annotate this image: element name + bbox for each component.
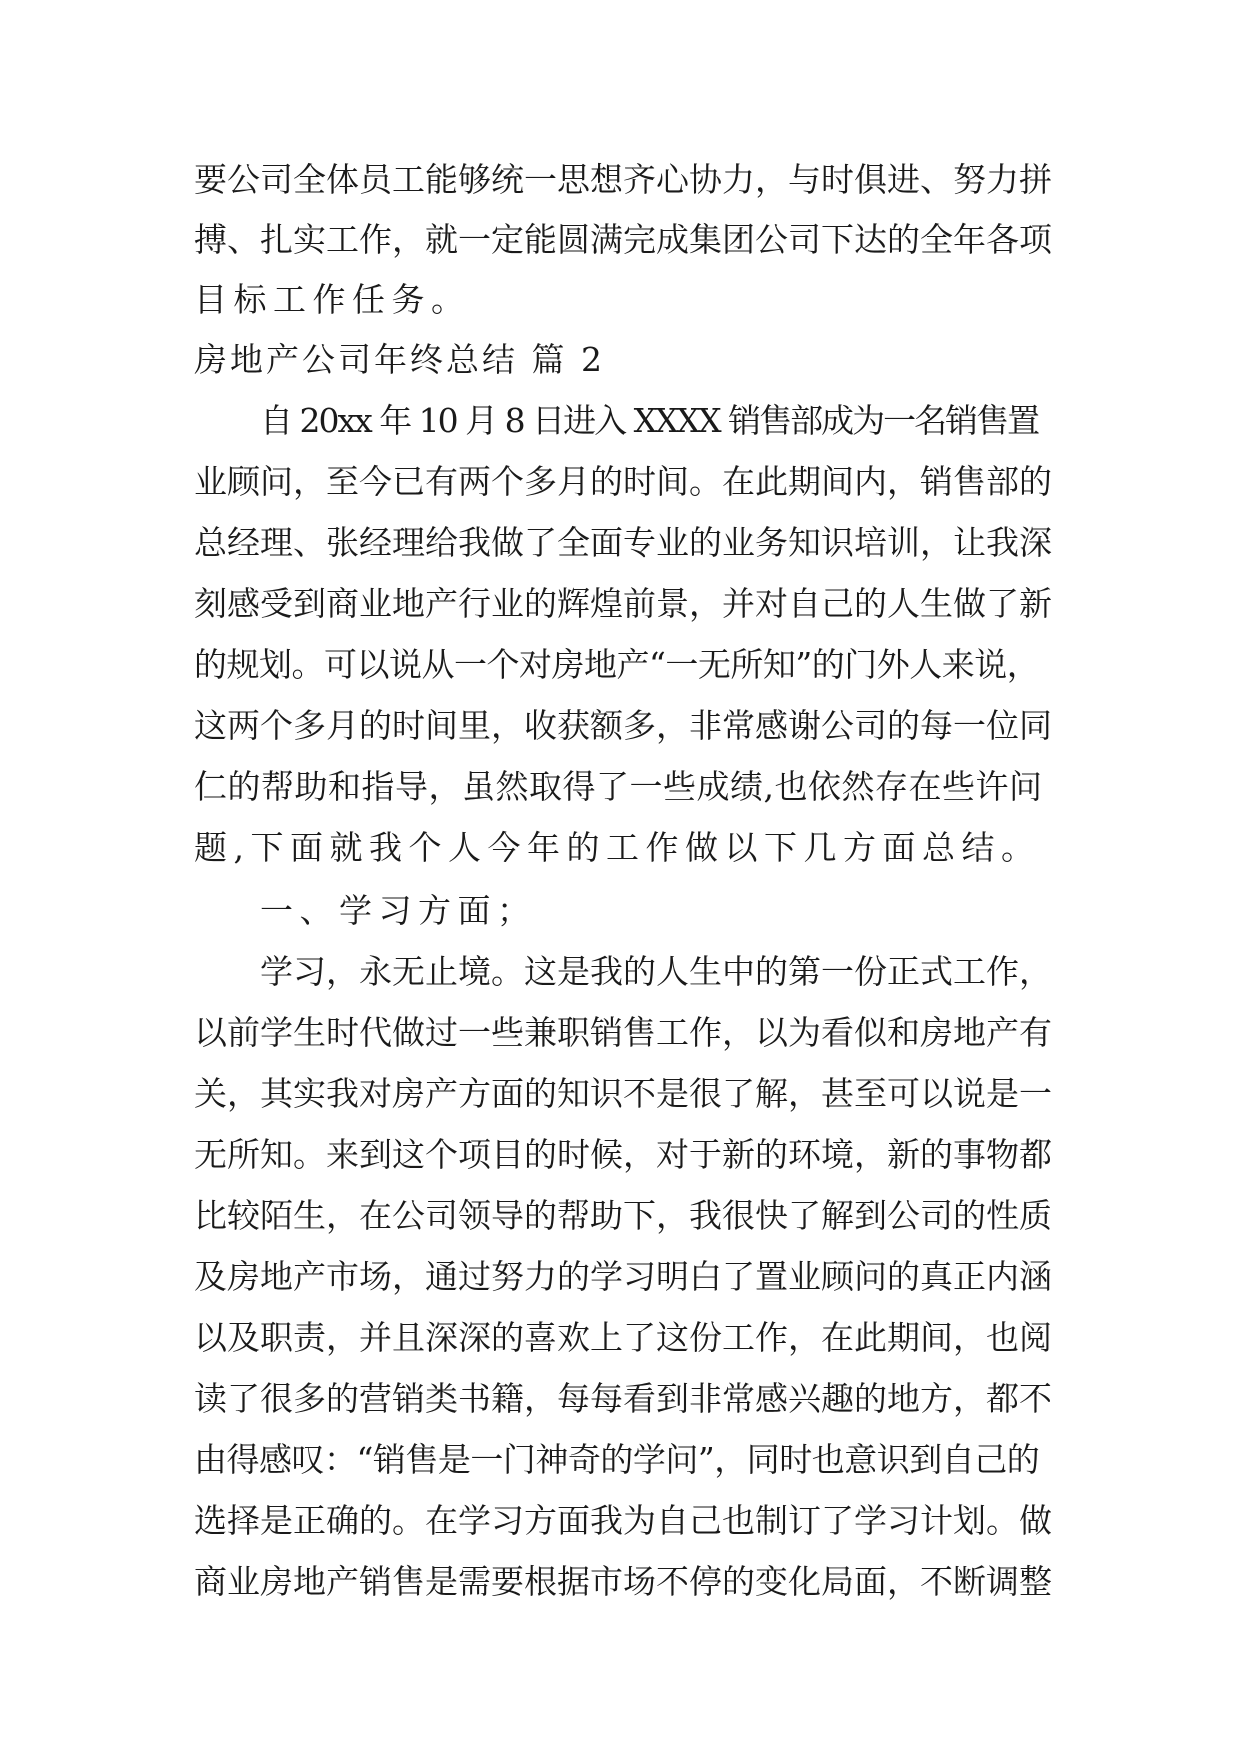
- body-text-line: 搏、扎实工作，就一定能圆满完成集团公司下达的全年各项: [194, 220, 1052, 259]
- body-text-line: 关，其实我对房产方面的知识不是很了解，甚至可以说是一: [194, 1074, 1052, 1113]
- body-text-line: 的规划。可以说从一个对房地产“一无所知”的门外人来说，: [194, 645, 1040, 684]
- body-text-line: 学习，永无止境。这是我的人生中的第一份正式工作，: [260, 952, 1052, 991]
- body-text-line: 无所知。来到这个项目的时候，对于新的环境，新的事物都: [194, 1135, 1052, 1174]
- body-text-line: 读了很多的营销类书籍，每每看到非常感兴趣的地方，都不: [194, 1379, 1052, 1418]
- body-text-line: 业顾问，至今已有两个多月的时间。在此期间内，销售部的: [194, 462, 1052, 501]
- body-text-line: 刻感受到商业地产行业的辉煌前景，并对自己的人生做了新: [194, 584, 1052, 623]
- subsection-heading: 一、学习方面；: [260, 891, 537, 930]
- section-heading: 房地产公司年终总结 篇 2: [194, 340, 605, 379]
- body-text-line: 商业房地产销售是需要根据市场不停的变化局面，不断调整: [194, 1562, 1052, 1601]
- body-text-line: 目标工作任务。: [194, 280, 471, 319]
- body-text-line: 这两个多月的时间里，收获额多，非常感谢公司的每一位同: [194, 706, 1052, 745]
- body-text-line: 自 20xx 年 10 月 8 日进入 XXXX 销售部成为一名销售置: [260, 401, 1039, 440]
- body-text-line: 比较陌生，在公司领导的帮助下，我很快了解到公司的性质: [194, 1196, 1052, 1235]
- body-text-line: 以前学生时代做过一些兼职销售工作，以为看似和房地产有: [194, 1013, 1052, 1052]
- body-text-line: 题,下面就我个人今年的工作做以下几方面总结。: [194, 828, 1041, 867]
- body-text-line: 及房地产市场，通过努力的学习明白了置业顾问的真正内涵: [194, 1257, 1052, 1296]
- body-text-line: 选择是正确的。在学习方面我为自己也制订了学习计划。做: [194, 1501, 1052, 1540]
- body-text-line: 总经理、张经理给我做了全面专业的业务知识培训，让我深: [194, 523, 1052, 562]
- body-text-line: 以及职责，并且深深的喜欢上了这份工作，在此期间，也阅: [194, 1318, 1052, 1357]
- body-text-line: 要公司全体员工能够统一思想齐心协力，与时俱进、努力拼: [194, 160, 1052, 199]
- body-text-line: 由得感叹：“销售是一门神奇的学问”，同时也意识到自己的: [194, 1440, 1040, 1479]
- body-text-line: 仁的帮助和指导，虽然取得了一些成绩,也依然存在些许问: [194, 767, 1043, 806]
